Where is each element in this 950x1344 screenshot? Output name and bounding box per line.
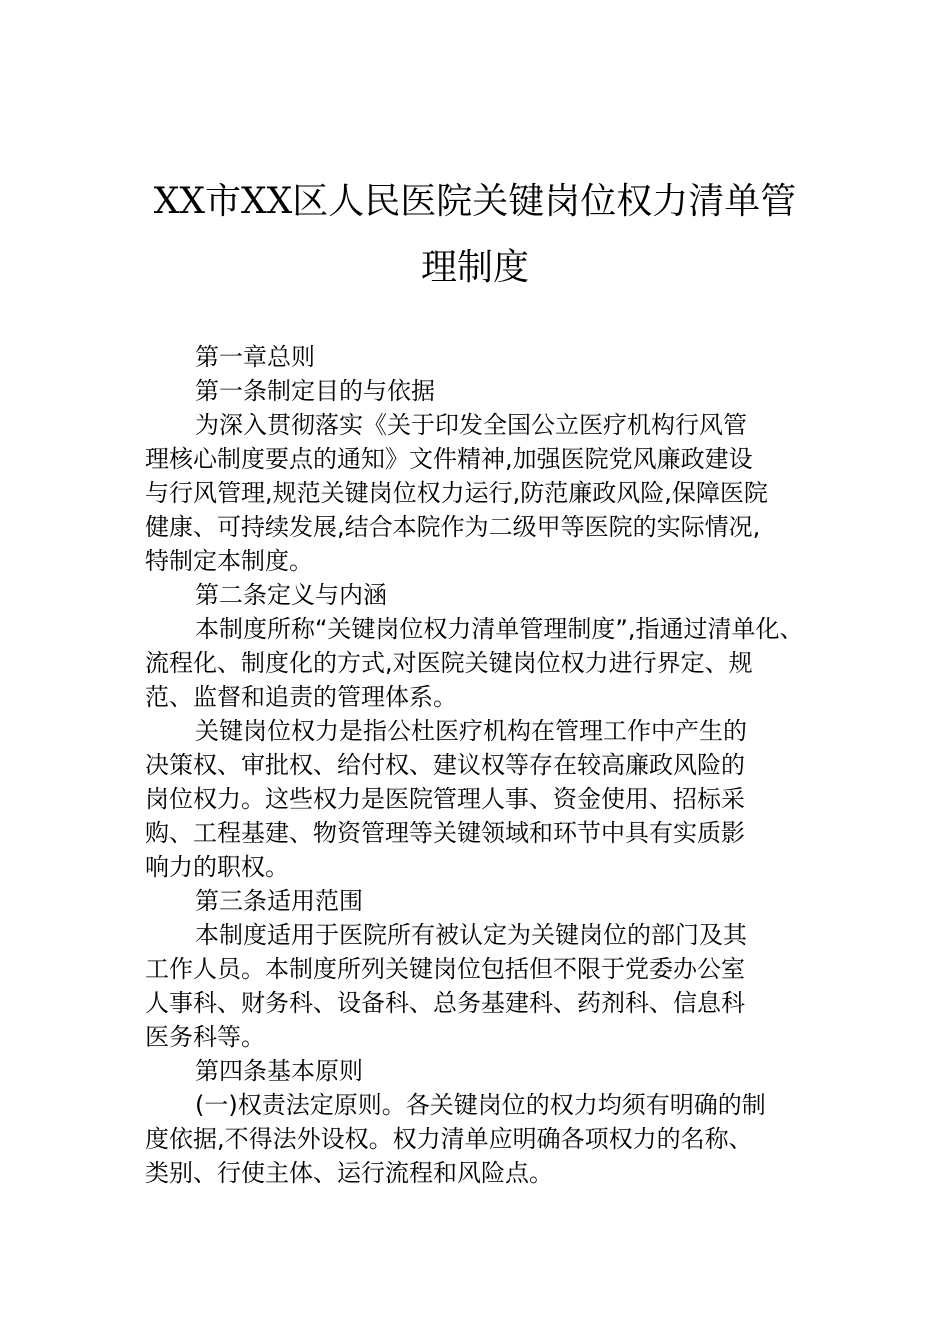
paragraph-line: 本制度所称“关键岗位权力清单管理制度”,指通过清单化、 [195,615,804,643]
paragraph-line: 特制定本制度。 [145,547,313,575]
paragraph-line: 工作人员。本制度所列关键岗位包括但不限于党委办公室 [145,955,745,983]
paragraph-line: 流程化、制度化的方式,对医院关键岗位权力进行界定、规 [145,649,753,677]
article-heading: 第三条适用范围 [195,887,363,915]
article-heading: 第一条制定目的与依据 [195,377,435,405]
paragraph-line: 人事科、财务科、设备科、总务基建科、药剂科、信息科 [145,989,745,1017]
paragraph-line: 健康、可持续发展,结合本院作为二级甲等医院的实际情况, [145,513,761,541]
chapter-heading: 第一章总则 [195,343,315,371]
paragraph-line: 岗位权力。这些权力是医院管理人事、资金使用、招标采 [145,785,745,813]
document-body [145,340,825,1190]
paragraph-line: 关键岗位权力是指公杜医疗机构在管理工作中产生的 [195,717,747,745]
paragraph-line: 类别、行使主体、运行流程和风险点。 [145,1159,553,1187]
paragraph-line: 决策权、审批权、给付权、建议权等存在较高廉政风险的 [145,751,745,779]
paragraph-line: 本制度适用于医院所有被认定为关键岗位的部门及其 [195,921,747,949]
document-title-line-2: 理制度 [420,247,529,288]
paragraph-line: 响力的职权。 [145,853,289,881]
paragraph-line: 为深入贯彻落实《关于印发全国公立医疗机构行风管 [195,411,747,439]
paragraph-line: (一)权责法定原则。各关键岗位的权力均须有明确的制 [195,1091,766,1119]
paragraph-line: 理核心制度要点的通知》文件精神,加强医院党风廉政建设 [145,445,753,473]
paragraph-line: 医务科等。 [145,1023,265,1051]
article-heading: 第四条基本原则 [195,1057,363,1085]
paragraph-line: 范、监督和追责的管理体系。 [145,683,457,711]
paragraph-line: 与行风管理,规范关键岗位权力运行,防范廉政风险,保障医院 [145,479,768,507]
paragraph-line: 购、工程基建、物资管理等关键领域和环节中具有实质影 [145,819,745,847]
article-heading: 第二条定义与内涵 [195,581,387,609]
paragraph-line: 度依据,不得法外设权。权力清单应明确各项权力的名称、 [145,1125,753,1153]
document-title-line-1: XX市XX区人民医院关键岗位权力清单管 [153,181,797,222]
